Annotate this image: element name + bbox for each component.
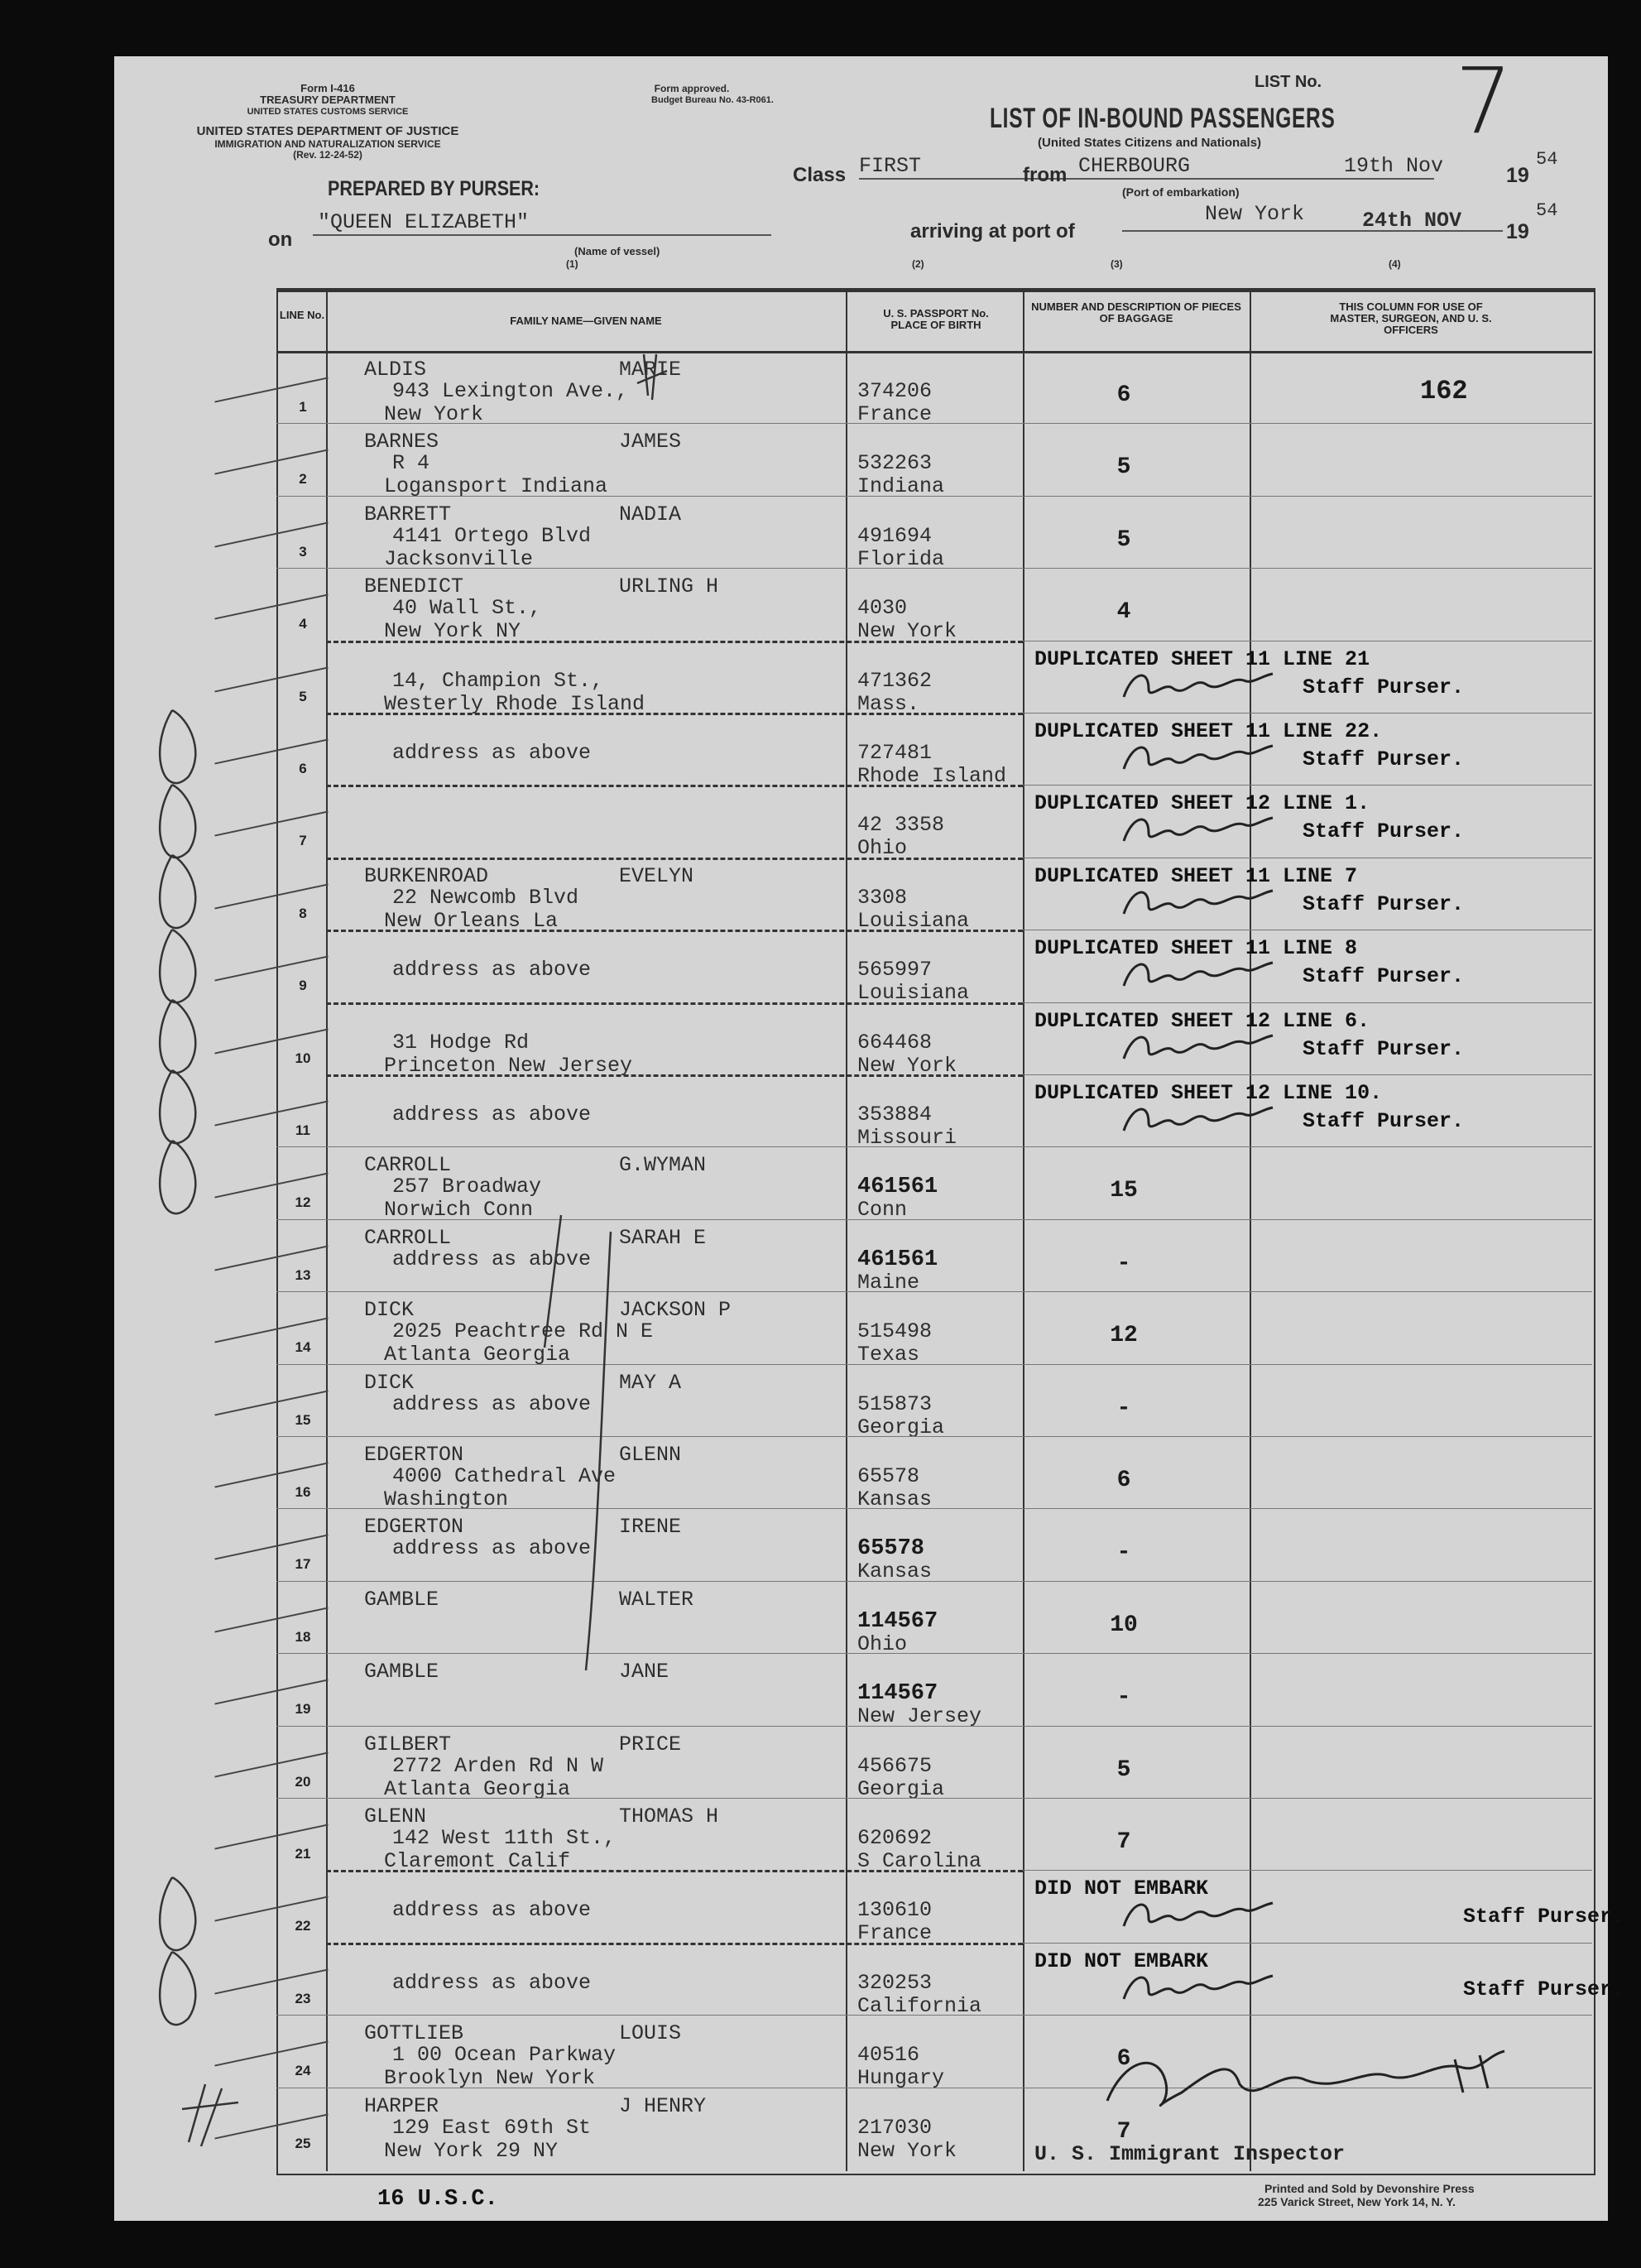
birthplace: Hungary <box>857 2066 945 2091</box>
given-name: WALTER <box>619 1587 694 1612</box>
baggage-count: 4 <box>1116 599 1131 626</box>
address-line-1: 129 East 69th St <box>392 2115 592 2140</box>
given-name: LOUIS <box>619 2021 682 2046</box>
baggage-count: 5 <box>1116 526 1131 553</box>
birthplace: Kansas <box>857 1559 933 1584</box>
address-line-1: R 4 <box>392 451 430 476</box>
family-name: GOTTLIEB <box>364 2021 464 2046</box>
column-mark-1: (1) <box>566 258 578 270</box>
family-name: EDGERTON <box>364 1515 464 1540</box>
staff-purser-label: Staff Purser. <box>1303 1109 1465 1133</box>
given-name: JANE <box>619 1660 669 1684</box>
given-name: JAMES <box>619 430 682 454</box>
given-name: MARIE <box>619 358 682 382</box>
handwritten-checkmarks <box>114 56 1608 2221</box>
address-line-1: address as above <box>392 741 592 765</box>
duplicate-note: DUPLICATED SHEET 11 LINE 21 <box>1034 646 1370 671</box>
birthplace: Missouri <box>857 1126 957 1150</box>
family-name: BARNES <box>364 430 439 454</box>
class-label: Class <box>793 164 847 186</box>
line-number: 1 <box>299 399 307 415</box>
address-line-1: address as above <box>392 1391 592 1416</box>
line-number: 13 <box>295 1266 311 1283</box>
address-line-2: Brooklyn New York <box>384 2066 596 2091</box>
baggage-count: 6 <box>1116 2046 1131 2073</box>
staff-purser-label: Staff Purser. <box>1303 891 1465 916</box>
given-name: PRICE <box>619 1732 682 1756</box>
passport-number: 353884 <box>857 1103 933 1127</box>
duplicate-note: DUPLICATED SHEET 12 LINE 6. <box>1034 1008 1370 1033</box>
departure-year: 54 <box>1536 149 1558 170</box>
birthplace: Maine <box>857 1270 920 1295</box>
staff-purser-label: Staff Purser. <box>1303 1036 1465 1061</box>
address-line-2: Claremont Calif <box>384 1849 571 1873</box>
address-line-1: 1 00 Ocean Parkway <box>392 2043 617 2068</box>
passport-number: 40516 <box>857 2043 920 2068</box>
given-name: J HENRY <box>619 2093 707 2118</box>
line-number: 2 <box>299 471 307 488</box>
list-no-label: LIST No. <box>1255 73 1322 91</box>
vessel-label: (Name of vessel) <box>574 245 660 257</box>
duplicate-note: DUPLICATED SHEET 11 LINE 8 <box>1034 936 1358 961</box>
line-number: 15 <box>295 1411 311 1428</box>
column-mark-3: (3) <box>1111 258 1123 270</box>
arrival-year-prefix: 19 <box>1506 220 1529 243</box>
class-value: FIRST <box>859 154 1124 180</box>
baggage-count: - <box>1116 1250 1131 1276</box>
line-number: 10 <box>295 1050 311 1066</box>
passport-number: 114567 <box>857 1608 938 1634</box>
birthplace: Mass. <box>857 691 920 716</box>
arrival-year: 54 <box>1536 200 1558 221</box>
address-line-1: 257 Broadway <box>392 1175 542 1199</box>
line-number: 7 <box>299 833 307 849</box>
passport-number: 114567 <box>857 1681 938 1707</box>
passport-number: 620692 <box>857 1826 933 1850</box>
column-mark-4: (4) <box>1389 258 1401 270</box>
header-baggage: NUMBER AND DESCRIPTION OF PIECES OF BAGGAGE <box>1031 300 1241 324</box>
staff-purser-label: Staff Purser. <box>1303 819 1465 844</box>
passport-number: 320253 <box>857 1970 933 1995</box>
line-number: 24 <box>295 2063 311 2079</box>
birthplace: Indiana <box>857 474 945 499</box>
address-line-2: Atlanta Georgia <box>384 1776 571 1801</box>
baggage-count: 15 <box>1110 1178 1138 1204</box>
port-embarkation-label: (Port of embarkation) <box>1122 185 1240 199</box>
address-line-1: 2772 Arden Rd N W <box>392 1753 604 1778</box>
staff-purser-label: Staff Purser. <box>1303 675 1465 699</box>
list-number: 7 <box>1455 48 1513 154</box>
address-line-2: Atlanta Georgia <box>384 1343 571 1367</box>
birthplace: Florida <box>857 546 945 571</box>
arrival-port-value: New York <box>1205 202 1305 226</box>
address-line-2: Princeton New Jersey <box>384 1053 633 1078</box>
address-line-2: Jacksonville <box>384 546 534 571</box>
printer-line-2: 225 Varick Street, New York 14, N. Y. <box>1258 2195 1456 2208</box>
line-number: 8 <box>299 905 307 921</box>
baggage-count: 6 <box>1116 1468 1131 1493</box>
line-number: 18 <box>295 1628 311 1645</box>
address-line-1: 4000 Cathedral Ave <box>392 1464 617 1488</box>
line-number: 5 <box>299 688 307 704</box>
address-line-1: 943 Lexington Ave., <box>392 379 629 403</box>
passport-number: 532263 <box>857 451 933 476</box>
line-number: 25 <box>295 2135 311 2151</box>
passport-number: 65578 <box>857 1536 925 1562</box>
vessel-name: "QUEEN ELIZABETH" <box>313 210 771 236</box>
birthplace: Kansas <box>857 1487 933 1511</box>
birthplace: New York <box>857 2138 957 2163</box>
form-approved: Form approved. <box>654 83 730 94</box>
line-number: 20 <box>295 1773 311 1790</box>
line-number: 22 <box>295 1918 311 1934</box>
form-revision: (Rev. 12-24-52) <box>293 149 362 161</box>
passport-number: 374206 <box>857 379 933 403</box>
staff-purser-label: Staff Purser. <box>1303 964 1465 989</box>
given-name: EVELYN <box>619 863 694 888</box>
passport-number: 461561 <box>857 1175 938 1200</box>
family-name: EDGERTON <box>364 1443 464 1467</box>
passport-number: 471362 <box>857 668 933 693</box>
birthplace: Georgia <box>857 1415 945 1439</box>
arriving-label: arriving at port of <box>910 220 1075 243</box>
departure-date: 19th Nov <box>1344 154 1444 178</box>
address-line-1: address as above <box>392 1970 592 1995</box>
given-name: G.WYMAN <box>619 1153 707 1178</box>
family-name: CARROLL <box>364 1153 452 1178</box>
family-name: HARPER <box>364 2093 439 2118</box>
duplicate-note: DID NOT EMBARK <box>1034 1876 1209 1901</box>
birthplace: New York <box>857 619 957 644</box>
birthplace: New York <box>857 1053 957 1078</box>
birthplace: Texas <box>857 1343 920 1367</box>
footer-code: 16 U.S.C. <box>377 2187 498 2212</box>
address-line-2: New Orleans La <box>384 908 559 933</box>
family-name: BURKENROAD <box>364 863 489 888</box>
address-line-2: Norwich Conn <box>384 1198 534 1223</box>
staff-purser-label: Staff Purser. <box>1303 747 1465 771</box>
passenger-list-sheet <box>114 48 1625 2221</box>
passport-number: 664468 <box>857 1030 933 1055</box>
address-line-1: address as above <box>392 1247 592 1271</box>
given-name: MAY A <box>619 1370 682 1395</box>
baggage-count: - <box>1116 1540 1131 1566</box>
document-title: LIST OF IN-BOUND PASSENGERS <box>990 103 1336 134</box>
inspector-signature: ​ <box>1096 2043 1102 2099</box>
birthplace: Louisiana <box>857 908 970 933</box>
header-line-no: LINE No. <box>279 309 325 321</box>
passport-number: 4030 <box>857 596 908 621</box>
family-name: GILBERT <box>364 1732 452 1756</box>
address-line-2: Washington <box>384 1487 509 1511</box>
address-line-1: 142 West 11th St., <box>392 1826 617 1850</box>
inspector-label: U. S. Immigrant Inspector <box>1034 2142 1346 2166</box>
line-number: 11 <box>295 1122 310 1138</box>
family-name: CARROLL <box>364 1225 452 1250</box>
line-number: 23 <box>295 1990 311 2006</box>
passport-number: 565997 <box>857 958 933 983</box>
on-label: on <box>268 228 293 251</box>
officer-number: 162 <box>1420 376 1468 406</box>
passport-number: 65578 <box>857 1464 920 1488</box>
passport-number: 3308 <box>857 885 908 910</box>
arrival-date: 24th NOV <box>1362 209 1462 233</box>
given-name: NADIA <box>619 502 682 526</box>
passport-number: 515498 <box>857 1319 933 1344</box>
birthplace: S Carolina <box>857 1849 982 1873</box>
staff-purser-label: Staff Purser. <box>1463 1977 1625 2001</box>
birthplace: Louisiana <box>857 981 970 1006</box>
given-name: URLING H <box>619 574 719 599</box>
duplicate-note: DUPLICATED SHEET 12 LINE 10. <box>1034 1081 1383 1105</box>
line-number: 21 <box>295 1846 311 1862</box>
given-name: JACKSON P <box>619 1298 732 1323</box>
duplicate-note: DUPLICATED SHEET 11 LINE 22. <box>1034 719 1383 743</box>
passport-number: 515873 <box>857 1391 933 1416</box>
passport-number: 491694 <box>857 523 933 548</box>
given-name: IRENE <box>619 1515 682 1540</box>
address-line-1: address as above <box>392 1103 592 1127</box>
address-line-2: New York <box>384 402 484 426</box>
given-name: GLENN <box>619 1443 682 1467</box>
staff-purser-label: Staff Purser. <box>1463 1905 1625 1929</box>
birthplace: France <box>857 402 933 426</box>
passport-number: 461561 <box>857 1247 938 1272</box>
header-name: FAMILY NAME—GIVEN NAME <box>510 315 662 327</box>
from-label: from <box>1023 164 1068 186</box>
baggage-count: 10 <box>1110 1612 1138 1638</box>
passport-number: 727481 <box>857 741 933 765</box>
baggage-count: - <box>1116 1684 1131 1711</box>
line-number: 17 <box>295 1556 311 1573</box>
document-subtitle: (United States Citizens and Nationals) <box>1038 136 1262 150</box>
form-number: Form I-416 <box>300 82 355 94</box>
family-name: DICK <box>364 1298 415 1323</box>
customs-service: UNITED STATES CUSTOMS SERVICE <box>247 107 409 117</box>
address-line-1: 2025 Peachtree Rd N E <box>392 1319 654 1344</box>
birthplace: New Jersey <box>857 1704 982 1729</box>
line-number: 16 <box>295 1484 311 1500</box>
line-number: 14 <box>295 1339 311 1356</box>
baggage-count: - <box>1116 1395 1131 1421</box>
given-name: SARAH E <box>619 1225 707 1250</box>
address-line-1: 14, Champion St., <box>392 668 604 693</box>
family-name: GLENN <box>364 1804 427 1828</box>
family-name: DICK <box>364 1370 415 1395</box>
passport-number: 130610 <box>857 1898 933 1923</box>
birthplace: Rhode Island <box>857 764 1007 788</box>
line-number: 19 <box>295 1701 311 1718</box>
baggage-count: 7 <box>1116 2118 1131 2145</box>
printer-line-1: Printed and Sold by Devonshire Press <box>1264 2182 1475 2195</box>
treasury-dept: TREASURY DEPARTMENT <box>260 94 396 106</box>
baggage-count: 12 <box>1110 1323 1138 1349</box>
header-officers: THIS COLUMN FOR USE OF MASTER, SURGEON, AND U. S. OFFICERS <box>1330 300 1492 336</box>
budget-bureau: Budget Bureau No. 43-R061. <box>651 95 774 105</box>
duplicate-note: DUPLICATED SHEET 11 LINE 7 <box>1034 863 1358 888</box>
baggage-count: 7 <box>1116 1829 1131 1855</box>
address-line-1: address as above <box>392 958 592 983</box>
passport-number: 42 3358 <box>857 813 945 838</box>
duplicate-note: DUPLICATED SHEET 12 LINE 1. <box>1034 791 1370 816</box>
address-line-1: 22 Newcomb Blvd <box>392 885 579 910</box>
passport-number: 217030 <box>857 2115 933 2140</box>
departure-year-prefix: 19 <box>1506 164 1529 187</box>
header-passport: U. S. PASSPORT No. PLACE OF BIRTH <box>883 307 989 331</box>
address-line-2: New York NY <box>384 619 521 644</box>
column-mark-2: (2) <box>912 258 924 270</box>
line-number: 3 <box>299 543 307 560</box>
address-line-1: 31 Hodge Rd <box>392 1030 530 1055</box>
prepared-by-label: PREPARED BY PURSER: <box>328 177 540 200</box>
baggage-count: 5 <box>1116 1756 1131 1783</box>
family-name: BARRETT <box>364 502 452 526</box>
passport-number: 456675 <box>857 1753 933 1778</box>
baggage-count: 6 <box>1116 382 1131 408</box>
birthplace: Conn <box>857 1198 908 1223</box>
address-line-1: 40 Wall St., <box>392 596 542 621</box>
given-name: THOMAS H <box>619 1804 719 1828</box>
birthplace: Georgia <box>857 1776 945 1801</box>
line-number: 4 <box>299 616 307 632</box>
address-line-2: New York 29 NY <box>384 2138 559 2163</box>
line-number: 6 <box>299 761 307 776</box>
ins-service: IMMIGRATION AND NATURALIZATION SERVICE <box>214 138 441 150</box>
address-line-1: 4141 Ortego Blvd <box>392 523 592 548</box>
birthplace: Ohio <box>857 836 908 861</box>
from-value: CHERBOURG <box>1078 154 1434 180</box>
birthplace: Ohio <box>857 1631 908 1656</box>
address-line-2: Logansport Indiana <box>384 474 608 499</box>
address-line-2: Westerly Rhode Island <box>384 691 645 716</box>
address-line-1: address as above <box>392 1898 592 1923</box>
birthplace: California <box>857 1993 982 2018</box>
address-line-1: address as above <box>392 1536 592 1561</box>
line-number: 12 <box>295 1194 311 1211</box>
birthplace: France <box>857 1921 933 1946</box>
justice-dept: UNITED STATES DEPARTMENT OF JUSTICE <box>196 124 459 138</box>
line-number: 9 <box>299 978 307 994</box>
family-name: GAMBLE <box>364 1587 439 1612</box>
duplicate-note: DID NOT EMBARK <box>1034 1948 1209 1973</box>
baggage-count: 5 <box>1116 454 1131 481</box>
family-name: ALDIS <box>364 358 427 382</box>
family-name: BENEDICT <box>364 574 464 599</box>
family-name: GAMBLE <box>364 1660 439 1684</box>
